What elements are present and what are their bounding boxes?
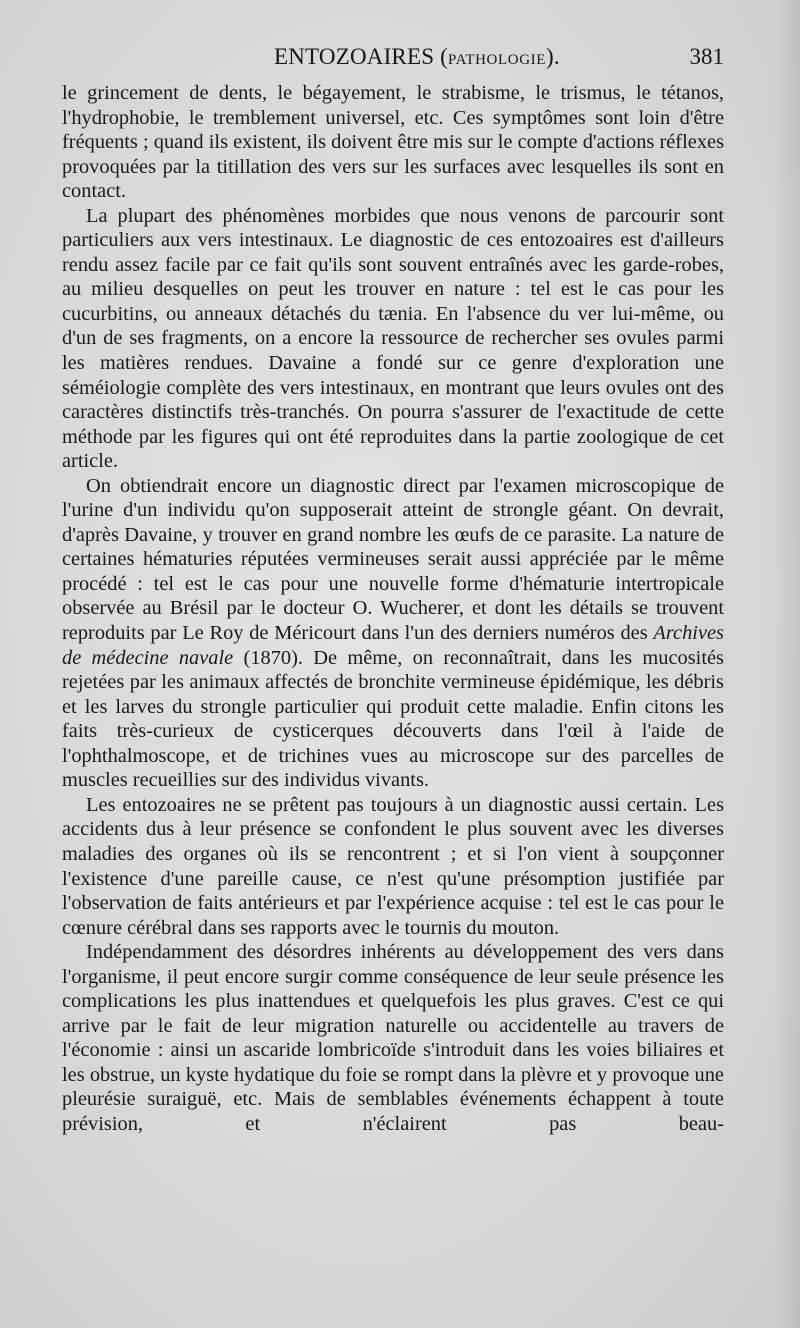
paragraph-1: le grincement de dents, le bégayement, le strabisme, le trismus, le tétanos, l'hydrophobie, le tremblement universel, etc. Ces symptômes sont loin d'être fréquents ; quand ils existent, ils doivent être mis sur le compte d'actions réflexes provoquées par la titillation des vers sur les surfaces avec lesquelles ils sont en contact. xyxy=(62,82,724,203)
paragraph-2: La plupart des phénomènes morbides que nous venons de parcourir sont particuliers aux vers intestinaux. Le diagnostic de ces entozoaires est d'ailleurs rendu assez facile par ce fait qu'ils sont souvent entraînés avec les garde-robes, au milieu desquelles on peut les trouver en nature : tel est le cas pour les cucurbitins, ou anneaux détachés du tænia. En l'absence du ver lui-même, ou d'un de ses fragments, on a encore la ressource de rechercher ses ovules parmi les matières rendues. Davaine a fondé sur ce genre d'exploration une séméiologie complète des vers intestinaux, en montrant que leurs ovules ont des caractères distinctifs très-tranchés. On pourra s'assurer de l'exactitude de cette méthode par les figures qui ont été reproduites dans la partie zoologique de cet article. xyxy=(62,204,724,473)
running-title-close-paren: ). xyxy=(545,44,560,69)
paragraph-5: Indépendamment des désordres inhérents au développement des vers dans l'organisme, il peut encore surgir comme conséquence de leur seule présence les complications les plus inattendues et quelquefois les plus graves. C'est ce qui arrive par le fait de leur migration naturelle ou accidentelle au travers de l'économie : ainsi un ascaride lombricoïde s'introduit dans les voies biliaires et les obstrue, un kyste hydatique du foie se rompt dans la plèvre et y provoque une pleurésie suraiguë, etc. Mais de semblables événements échappent à toute prévision, et n'éclairent pas beau- xyxy=(62,941,724,1135)
running-title xyxy=(274,44,560,70)
journal-title: Archives de médecine navale xyxy=(62,622,724,669)
running-title-open-paren: ( xyxy=(440,44,449,69)
page-header xyxy=(62,44,724,74)
running-title-main: ENTOZOAIRES xyxy=(274,44,435,69)
paragraph-3-part-2: (1870). De même, on reconnaîtrait, dans les mucosités rejetées par les animaux affectés de bronchite vermineuse épidémique, les débris et les larves du strongle particulier qui produit cette maladie. Enfin citons les faits très-curieux de cysticerques découverts dans l'œil à l'aide de l'ophthalmoscope, et de trichines vues au microscope sur des parcelles de muscles recueillies sur des individus vivants. xyxy=(62,646,724,792)
page-number: 381 xyxy=(689,44,724,69)
page-edge-shadow xyxy=(774,0,800,1328)
paragraph-4: Les entozoaires ne se prêtent pas toujours à un diagnostic aussi certain. Les accidents dus à leur présence se confondent le plus souvent avec les diverses maladies des organes où ils se rencontrent ; et si l'on vient à soupçonner l'existence d'une pareille cause, ce n'est qu'une présomption justifiée par l'observation de faits antérieurs et par l'expérience acquise : tel est le cas pour le cœnure cérébral dans ses rapports avec le tournis du mouton. xyxy=(62,793,724,939)
running-title-section: PATHOLOGIE xyxy=(448,52,546,68)
paragraph-3 xyxy=(62,474,724,793)
paragraph-3-part-1: On obtiendrait encore un diagnostic direct par l'examen microscopique de l'urine d'un individu qu'on supposerait atteint de strongle géant. On devrait, d'après Davaine, y trouver en grand nombre les œufs de ce parasite. La nature de certaines hématuries réputées vermineuses serait aussi appréciée par le même procédé : tel est le cas pour une nouvelle forme d'hématurie intertropicale observée au Brésil par le docteur O. Wucherer, et dont les détails se trouvent reproduits par Le Roy de Méricourt dans l'un des derniers numéros des xyxy=(62,474,724,645)
body-text xyxy=(62,81,724,1137)
